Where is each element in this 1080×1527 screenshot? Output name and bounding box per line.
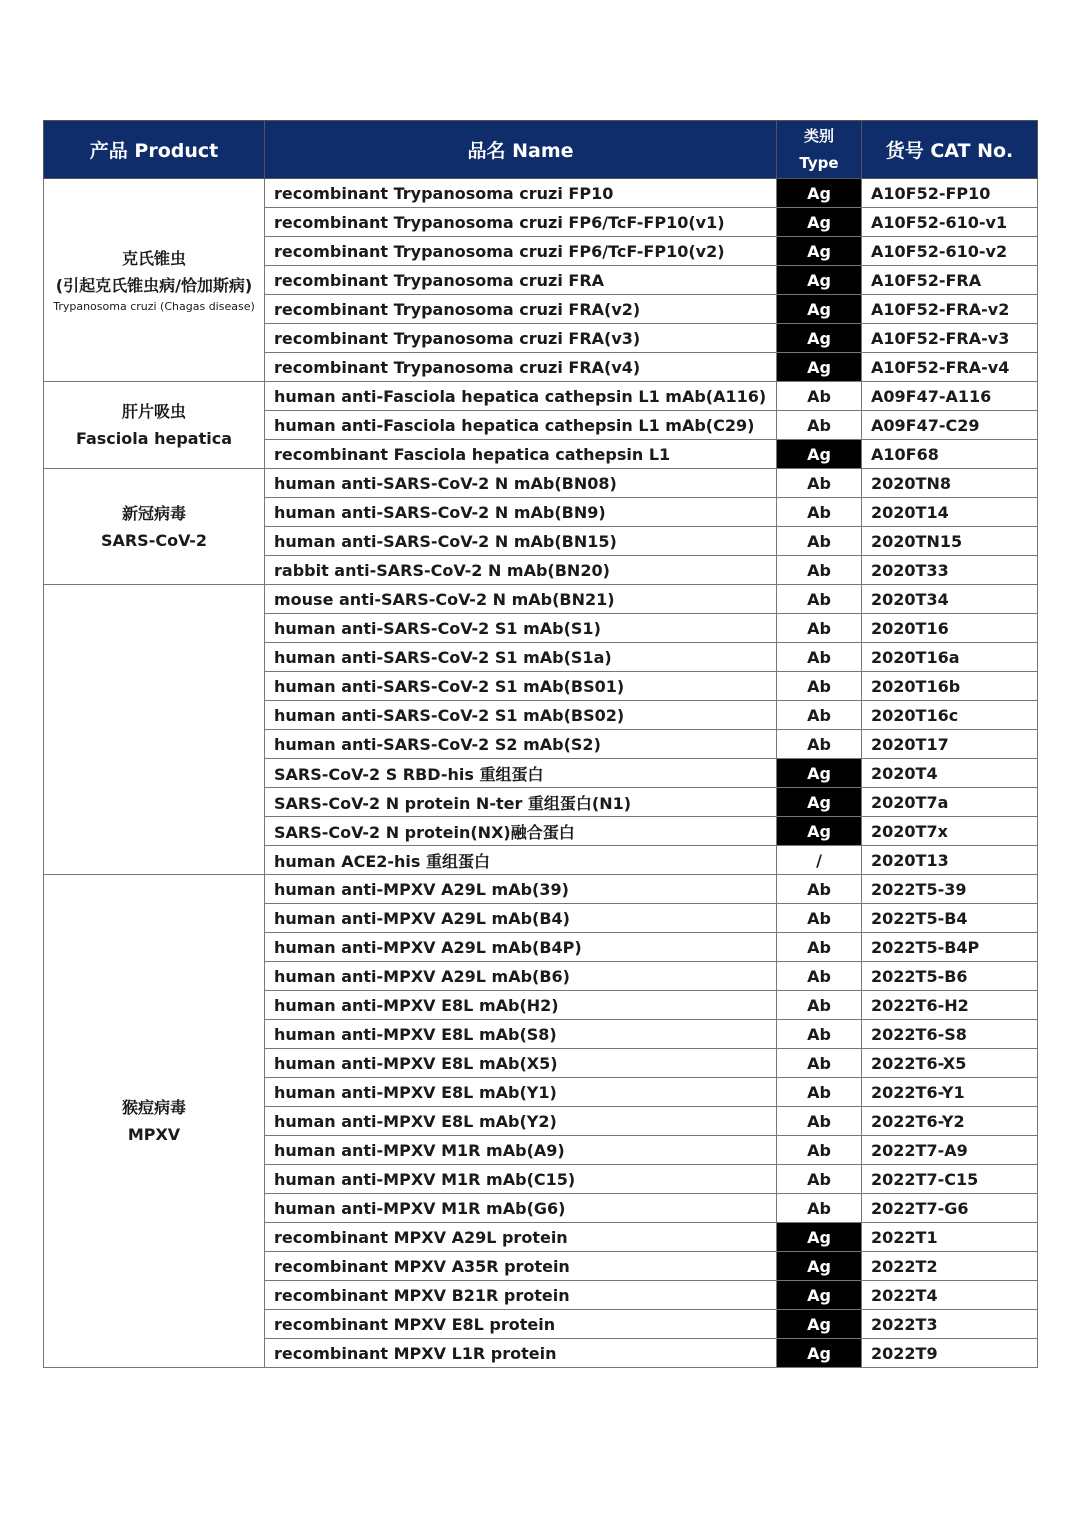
cat-number-cell: 2020T16c [862,701,1038,730]
cat-number-cell: 2022T5-B6 [862,962,1038,991]
product-type-cell: Ag [777,1223,862,1252]
product-name-cell: recombinant Trypanosoma cruzi FP6/TcF-FP10(v1) [265,208,777,237]
product-type-cell: Ab [777,527,862,556]
product-type-cell: Ab [777,585,862,614]
cat-number-cell: A10F52-FRA-v2 [862,295,1038,324]
product-name-cell: human ACE2-his 重组蛋白 [265,846,777,875]
cat-number-cell: 2022T3 [862,1310,1038,1339]
product-type-cell: Ag [777,817,862,846]
cat-number-cell: 2020T16 [862,614,1038,643]
product-type-cell: Ab [777,382,862,411]
header-type-en: Type [799,153,839,172]
cat-number-cell: A10F52-FP10 [862,179,1038,208]
product-group-cell [44,382,265,469]
table-row [44,469,1038,498]
product-name-cell: human anti-SARS-CoV-2 N mAb(BN08) [265,469,777,498]
product-group-label: (引起克氏锥虫病/恰加斯病) [55,276,253,295]
product-name-cell: human anti-SARS-CoV-2 S1 mAb(S1) [265,614,777,643]
product-type-cell: Ab [777,1107,862,1136]
header-cat: 货号 CAT No. [862,121,1038,179]
product-group-label: 肝片吸虫 [121,402,186,421]
product-type-cell: Ag [777,788,862,817]
product-type-cell: Ab [777,1020,862,1049]
product-name-cell: human anti-MPXV A29L mAb(B4) [265,904,777,933]
product-type-cell: / [777,846,862,875]
product-type-cell: Ab [777,1165,862,1194]
product-name-cell: SARS-CoV-2 N protein N-ter 重组蛋白(N1) [265,788,777,817]
product-name-cell: recombinant Trypanosoma cruzi FRA [265,266,777,295]
product-type-cell: Ab [777,701,862,730]
cat-number-cell: 2022T7-G6 [862,1194,1038,1223]
product-name-cell: SARS-CoV-2 N protein(NX)融合蛋白 [265,817,777,846]
cat-number-cell: 2022T4 [862,1281,1038,1310]
product-type-cell: Ab [777,933,862,962]
table-row [44,179,1038,208]
cat-number-cell: 2022T6-Y2 [862,1107,1038,1136]
product-name-cell: human anti-MPXV E8L mAb(H2) [265,991,777,1020]
cat-number-cell: 2022T2 [862,1252,1038,1281]
cat-number-cell: 2020T4 [862,759,1038,788]
cat-number-cell: A10F52-FRA-v3 [862,324,1038,353]
cat-number-cell: 2022T6-S8 [862,1020,1038,1049]
cat-number-cell: 2022T5-B4P [862,933,1038,962]
product-name-cell: human anti-MPXV E8L mAb(Y2) [265,1107,777,1136]
product-group-label: SARS-CoV-2 [100,530,208,550]
table-body [44,179,1038,1368]
cat-number-cell: 2020TN15 [862,527,1038,556]
product-type-cell: Ab [777,904,862,933]
product-type-cell: Ab [777,411,862,440]
product-name-cell: human anti-MPXV E8L mAb(X5) [265,1049,777,1078]
product-name-cell: recombinant Trypanosoma cruzi FP6/TcF-FP10(v2) [265,237,777,266]
product-name-cell: human anti-MPXV A29L mAb(39) [265,875,777,904]
product-group-cell [44,585,265,875]
product-type-cell: Ab [777,498,862,527]
product-name-cell: human anti-SARS-CoV-2 S1 mAb(S1a) [265,643,777,672]
cat-number-cell: 2022T7-A9 [862,1136,1038,1165]
product-name-cell: human anti-MPXV E8L mAb(Y1) [265,1078,777,1107]
product-group-subtitle: Trypanosoma cruzi (Chagas disease) [53,300,255,313]
product-type-cell: Ag [777,266,862,295]
product-catalog-table [43,120,1038,1368]
product-name-cell: recombinant MPXV L1R protein [265,1339,777,1368]
cat-number-cell: 2022T1 [862,1223,1038,1252]
cat-number-cell: A09F47-C29 [862,411,1038,440]
product-type-cell: Ag [777,208,862,237]
product-name-cell: recombinant MPXV B21R protein [265,1281,777,1310]
table-row [44,382,1038,411]
cat-number-cell: 2020TN8 [862,469,1038,498]
product-name-cell: recombinant MPXV A29L protein [265,1223,777,1252]
product-name-cell: human anti-MPXV M1R mAb(G6) [265,1194,777,1223]
cat-number-cell: 2020T33 [862,556,1038,585]
cat-number-cell: 2020T7a [862,788,1038,817]
cat-number-cell: 2022T9 [862,1339,1038,1368]
header-name: 品名 Name [265,121,777,179]
product-group-cell [44,875,265,1368]
product-type-cell: Ab [777,1194,862,1223]
product-name-cell: SARS-CoV-2 S RBD-his 重组蛋白 [265,759,777,788]
header-product: 产品 Product [44,121,265,179]
cat-number-cell: A10F52-610-v2 [862,237,1038,266]
product-group-cell [44,179,265,382]
product-type-cell: Ab [777,614,862,643]
cat-number-cell: A10F52-FRA [862,266,1038,295]
product-name-cell: recombinant MPXV A35R protein [265,1252,777,1281]
product-group-label: MPXV [127,1125,181,1144]
cat-number-cell: 2020T13 [862,846,1038,875]
product-type-cell: Ab [777,643,862,672]
product-type-cell: Ag [777,324,862,353]
header-type [777,121,862,179]
cat-number-cell: 2020T14 [862,498,1038,527]
cat-number-cell: 2022T7-C15 [862,1165,1038,1194]
cat-number-cell: 2022T6-H2 [862,991,1038,1020]
product-type-cell: Ab [777,672,862,701]
product-type-cell: Ag [777,1281,862,1310]
product-name-cell: human anti-SARS-CoV-2 S2 mAb(S2) [265,730,777,759]
cat-number-cell: 2020T7x [862,817,1038,846]
cat-number-cell: A09F47-A116 [862,382,1038,411]
product-type-cell: Ag [777,353,862,382]
product-name-cell: mouse anti-SARS-CoV-2 N mAb(BN21) [265,585,777,614]
product-group-cell [44,469,265,585]
product-name-cell: recombinant MPXV E8L protein [265,1310,777,1339]
cat-number-cell: A10F68 [862,440,1038,469]
product-name-cell: human anti-MPXV M1R mAb(A9) [265,1136,777,1165]
product-name-cell: rabbit anti-SARS-CoV-2 N mAb(BN20) [265,556,777,585]
cat-number-cell: 2020T34 [862,585,1038,614]
table-header-row [44,121,1038,179]
product-type-cell: Ab [777,1078,862,1107]
product-type-cell: Ag [777,237,862,266]
product-type-cell: Ag [777,440,862,469]
product-group-label: 猴痘病毒 [121,1098,186,1117]
product-type-cell: Ab [777,962,862,991]
product-name-cell: human anti-MPXV A29L mAb(B4P) [265,933,777,962]
product-type-cell: Ag [777,179,862,208]
cat-number-cell: 2022T6-Y1 [862,1078,1038,1107]
product-type-cell: Ab [777,1136,862,1165]
product-name-cell: human anti-Fasciola hepatica cathepsin L1 mAb(A116) [265,382,777,411]
product-type-cell: Ag [777,295,862,324]
product-type-cell: Ab [777,875,862,904]
cat-number-cell: 2020T16a [862,643,1038,672]
product-name-cell: human anti-SARS-CoV-2 S1 mAb(BS02) [265,701,777,730]
product-name-cell: recombinant Trypanosoma cruzi FRA(v4) [265,353,777,382]
product-name-cell: human anti-Fasciola hepatica cathepsin L1 mAb(C29) [265,411,777,440]
product-type-cell: Ab [777,991,862,1020]
product-type-cell: Ab [777,556,862,585]
product-name-cell: recombinant Fasciola hepatica cathepsin L1 [265,440,777,469]
table-row [44,585,1038,614]
cat-number-cell: A10F52-610-v1 [862,208,1038,237]
product-type-cell: Ag [777,1310,862,1339]
cat-number-cell: 2022T5-39 [862,875,1038,904]
table-row [44,875,1038,904]
product-name-cell: recombinant Trypanosoma cruzi FRA(v2) [265,295,777,324]
header-type-cn: 类别 [803,126,834,145]
product-name-cell: human anti-SARS-CoV-2 N mAb(BN9) [265,498,777,527]
product-name-cell: recombinant Trypanosoma cruzi FRA(v3) [265,324,777,353]
product-name-cell: human anti-MPXV A29L mAb(B6) [265,962,777,991]
cat-number-cell: A10F52-FRA-v4 [862,353,1038,382]
product-type-cell: Ag [777,759,862,788]
cat-number-cell: 2022T5-B4 [862,904,1038,933]
cat-number-cell: 2020T17 [862,730,1038,759]
cat-number-cell: 2020T16b [862,672,1038,701]
product-type-cell: Ab [777,1049,862,1078]
product-name-cell: recombinant Trypanosoma cruzi FP10 [265,179,777,208]
product-name-cell: human anti-MPXV M1R mAb(C15) [265,1165,777,1194]
product-name-cell: human anti-SARS-CoV-2 S1 mAb(BS01) [265,672,777,701]
product-type-cell: Ab [777,730,862,759]
product-type-cell: Ag [777,1252,862,1281]
product-name-cell: human anti-MPXV E8L mAb(S8) [265,1020,777,1049]
product-type-cell: Ag [777,1339,862,1368]
cat-number-cell: 2022T6-X5 [862,1049,1038,1078]
product-group-label: Fasciola hepatica [75,429,233,448]
product-type-cell: Ab [777,469,862,498]
product-name-cell: human anti-SARS-CoV-2 N mAb(BN15) [265,527,777,556]
product-group-label: 克氏锥虫 [121,249,186,268]
product-group-label: 新冠病毒 [121,503,186,523]
